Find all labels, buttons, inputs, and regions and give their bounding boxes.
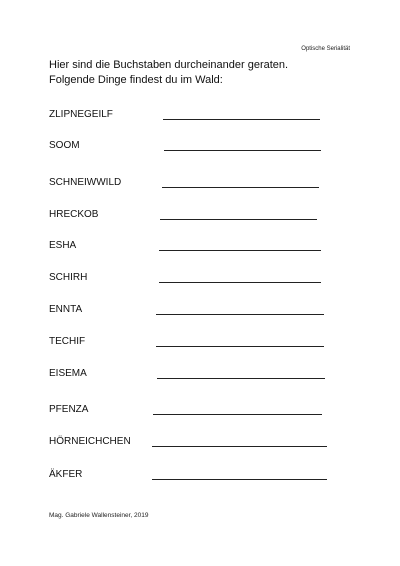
answer-line-9[interactable] [157,378,325,379]
author-credit: Mag. Gabriele Wallensteiner, 2019 [49,512,149,519]
answer-line-4[interactable] [160,219,317,220]
instructions [49,58,288,88]
word-row-10: PFENZA [49,404,89,415]
word-row-1: ZLIPNEGEILF [49,109,113,120]
answer-line-2[interactable] [164,150,321,151]
answer-line-5[interactable] [159,250,321,251]
answer-line-1[interactable] [163,119,320,120]
answer-line-6[interactable] [159,282,321,283]
word-row-11: HÖRNEICHCHEN [49,436,131,447]
word-row-4: HRECKOB [49,209,99,220]
instruction-line-1: Hier sind die Buchstaben durcheinander geraten. [49,59,289,71]
word-row-9: EISEMA [49,368,87,379]
answer-line-12[interactable] [152,479,327,480]
word-row-12: ÄKFER [49,469,83,480]
word-row-6: SCHIRH [49,272,88,283]
answer-line-10[interactable] [153,414,322,415]
answer-line-3[interactable] [162,187,319,188]
word-row-7: ENNTA [49,304,83,315]
word-row-2: SOOM [49,140,80,151]
answer-line-11[interactable] [152,446,327,447]
word-row-8: TECHIF [49,336,86,347]
word-row-5: ESHA [49,240,77,251]
answer-line-8[interactable] [156,346,324,347]
answer-line-7[interactable] [156,314,324,315]
instruction-line-2: Folgende Dinge findest du im Wald: [49,74,223,86]
word-row-3: SCHNEIWWILD [49,177,122,188]
header-note: Optische Serialität [301,46,350,52]
